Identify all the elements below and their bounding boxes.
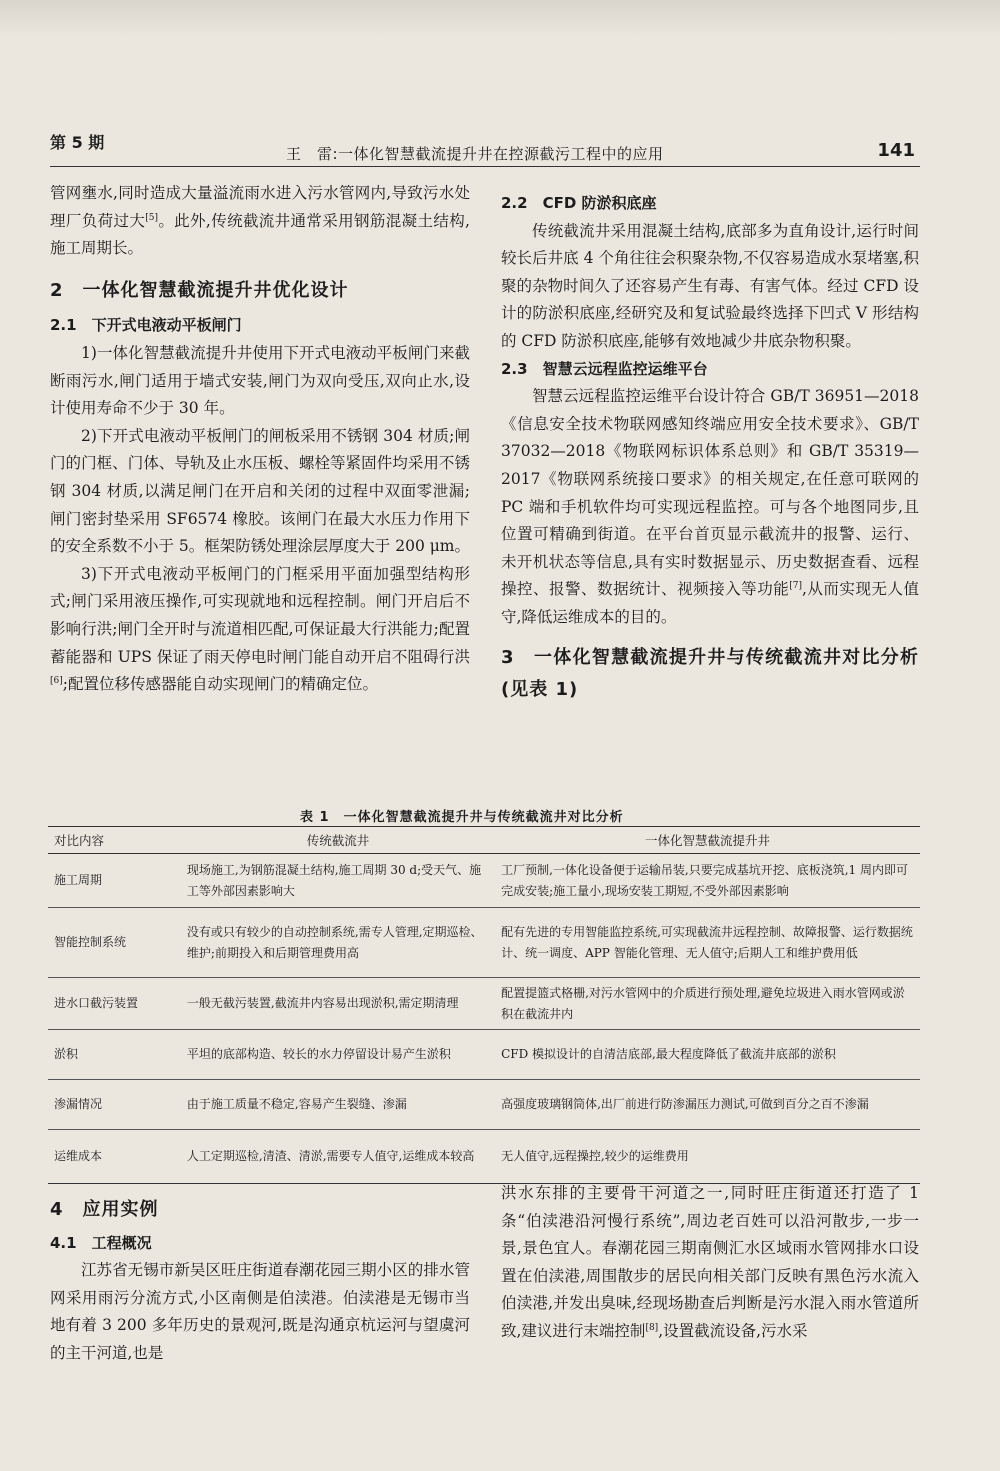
- section-heading: 3 一体化智慧截流提升井与传统截流井对比分析(见表 1): [501, 646, 919, 700]
- table-row: [48, 1130, 920, 1184]
- citation: [7]: [789, 581, 802, 592]
- table-header-cell: 传统截流井: [181, 827, 495, 854]
- table-header-row: [48, 827, 920, 854]
- scan-edge-shadow: [0, 0, 1000, 38]
- subsection-heading: 2.3 智慧云远程监控运维平台: [501, 359, 708, 378]
- citation: [5]: [145, 212, 158, 223]
- table-cell: 施工周期: [48, 854, 181, 908]
- table-cell: 无人值守,远程操控,较少的运维费用: [495, 1130, 920, 1184]
- text: 智慧云远程监控运维平台设计符合 GB/T 36951—2018《信息安全技术物联网感知终端应用安全技术要求》、GB/T 37032—2018《物联网标识体系总则》和 GB/T 35319—2017《物联网系统接口要求》的相关规定,在任意可联网的 PC 端和手机软件均可实现远程监控。可与各个地图同步,且位置可精确到街道。在平台首页显示截流井的报警、运行、未开机状态等信息,具有实时数据显示、历史数据查看、远程操控、报警、数据统计、视频接入等功能: [501, 387, 919, 599]
- table-cell: 没有或只有较少的自动控制系统,需专人管理,定期巡检、维护;前期投入和后期管理费用高: [181, 908, 495, 978]
- table-cell: 运维成本: [48, 1130, 181, 1184]
- bottom-left-column: [50, 1196, 470, 1368]
- text: 。此外,传统截流井通常采用钢筋混凝土结构,施工周期长。: [50, 211, 470, 258]
- header-rule: [50, 166, 920, 167]
- table-cell: 渗漏情况: [48, 1080, 181, 1130]
- text: 管网壅水,同时造成大量溢流雨水进入污水管网内,导致污水处理厂负荷过大: [50, 184, 470, 230]
- text: ,从而实现无人值守,降低运维成本的目的。: [501, 580, 919, 626]
- paragraph: [501, 1180, 919, 1346]
- left-column: [50, 180, 470, 699]
- paragraph: 2)下开式电液动平板闸门的闸板采用不锈钢 304 材质;闸门的门框、门体、导轨及止水压板、螺栓等紧固件均采用不锈钢 304 材质,以满足闸门在开启和关闭的过程中双面零泄漏;闸门密封垫采用 SF6574 橡胶。该闸门在最大水压力作用下的安全系数不小于 5。框架防锈处理涂层厚度大于 200 μm。: [50, 426, 471, 556]
- table-cell: 进水口截污装置: [48, 978, 181, 1030]
- table-cell: 高强度玻璃钢筒体,出厂前进行防渗漏压力测试,可做到百分之百不渗漏: [495, 1080, 920, 1130]
- table-cell: CFD 模拟设计的自清洁底部,最大程度降低了截流井底部的淤积: [495, 1030, 920, 1080]
- table-cell: 人工定期巡检,清渣、清淤,需要专人值守,运维成本较高: [181, 1130, 495, 1184]
- table-cell: 平坦的底部构造、较长的水力停留设计易产生淤积: [181, 1030, 495, 1080]
- citation: [8]: [645, 1322, 659, 1333]
- table-header-cell: 一体化智慧截流提升井: [495, 827, 920, 854]
- table-row: [48, 1080, 920, 1130]
- table-row: [48, 1030, 920, 1080]
- table-cell: 现场施工,为钢筋混凝土结构,施工周期 30 d;受天气、施工等外部因素影响大: [181, 854, 495, 908]
- page-number: 141: [877, 140, 915, 161]
- paragraph: [501, 383, 919, 631]
- table-cell: 一般无截污装置,截流井内容易出现淤积,需定期清理: [181, 978, 495, 1030]
- section-heading: 4 应用实例: [50, 1199, 159, 1220]
- table-header-cell: 对比内容: [48, 827, 181, 854]
- citation: [6]: [50, 675, 63, 686]
- table-row: [48, 978, 920, 1030]
- paragraph: 江苏省无锡市新吴区旺庄街道春潮花园三期小区的排水管网采用雨污分流方式,小区南侧是伯渎港。伯渎港是无锡市当地有着 3 200 多年历史的景观河,既是沟通京杭运河与望虞河的主干河道,也是: [50, 1261, 470, 1362]
- table-caption: 表 1 一体化智慧截流提升井与传统截流井对比分析: [300, 810, 624, 825]
- text: 3)下开式电液动平板闸门的门框采用平面加强型结构形式;闸门采用液压操作,可实现就地和远程控制。闸门开启后不影响行洪;闸门全开时与流道相匹配,可保证最大行洪能力;配置蓄能器和 UPS 保证了雨天停电时闸门能自动开启不阻碍行洪: [50, 564, 470, 666]
- paragraph: [50, 561, 470, 699]
- subsection-heading: 2.2 CFD 防淤积底座: [501, 194, 657, 212]
- table-cell: 工厂预制,一体化设备便于运输吊装,只要完成基坑开挖、底板浇筑,1 周内即可完成安装;施工量小,现场安装工期短,不受外部因素影响: [495, 854, 920, 908]
- subsection-heading: 4.1 工程概况: [50, 1233, 152, 1252]
- right-column: [501, 190, 919, 706]
- text: 洪水东排的主要骨干河道之一,同时旺庄街道还打造了 1 条“伯渎港沿河慢行系统”,周边老百姓可以沿河散步,一步一景,景色宜人。春潮花园三期南侧汇水区域雨水管网排水口设置在伯渎港,周围散步的居民向相关部门反映有黑色污水流入伯渎港,并发出臭味,经现场勘查后判断是污水混入雨水管道所致,建议进行末端控制: [501, 1184, 919, 1340]
- comparison-table: [48, 826, 920, 1184]
- table-row: [48, 854, 920, 908]
- subsection-heading: 2.1 下开式电液动平板闸门: [50, 316, 242, 335]
- paragraph: 1)一体化智慧截流提升井使用下开式电液动平板闸门来截断雨污水,闸门适用于墙式安装,闸门为双向受压,双向止水,设计使用寿命不少于 30 年。: [50, 343, 470, 418]
- text: ;配置位移传感器能自动实现闸门的精确定位。: [62, 675, 378, 694]
- table-cell: 配置提篮式格栅,对污水管网中的介质进行预处理,避免垃圾进入雨水管网或淤积在截流井内: [495, 978, 920, 1030]
- table-row: [48, 908, 920, 978]
- running-title: 王 雷:一体化智慧截流提升井在控源截污工程中的应用: [286, 145, 664, 163]
- section-heading: 2 一体化智慧截流提升井优化设计: [50, 279, 349, 301]
- table-cell: 由于施工质量不稳定,容易产生裂缝、渗漏: [181, 1080, 495, 1130]
- paragraph: 传统截流井采用混凝土结构,底部多为直角设计,运行时间较长后井底 4 个角往往会积聚杂物,不仅容易造成水泵堵塞,积聚的杂物时间久了还容易产生有毒、有害气体。经过 CFD 设计的防淤积底座,经研究及和复试验最终选择下凹式 V 形结构的 CFD 防淤积底座,能够有效地减少井底杂物积聚。: [501, 221, 919, 350]
- text: ,设置截流设备,污水采: [658, 1321, 808, 1340]
- paragraph: [50, 180, 470, 263]
- table-cell: 配有先进的专用智能监控系统,可实现截流井远程控制、故障报警、运行数据统计、统一调度、APP 智能化管理、无人值守;后期人工和维护费用低: [495, 908, 920, 978]
- table-cell: 智能控制系统: [48, 908, 181, 978]
- bottom-right-column: [501, 1180, 919, 1346]
- table-cell: 淤积: [48, 1030, 181, 1080]
- issue-label: 第 5 期: [50, 133, 105, 152]
